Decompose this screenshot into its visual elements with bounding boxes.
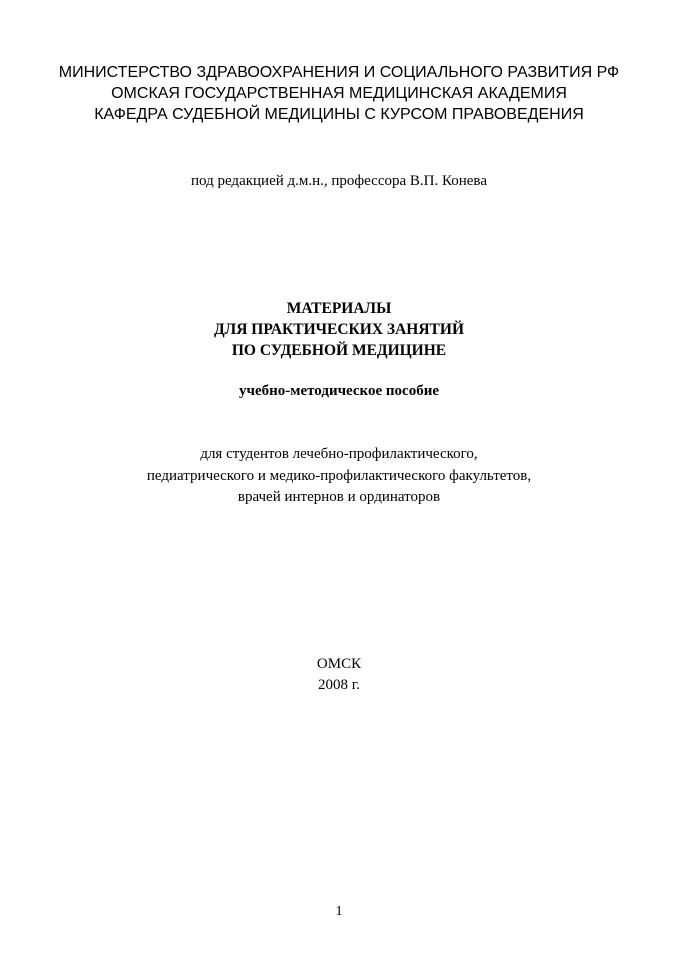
institution-header [0, 62, 678, 125]
target-audience [0, 444, 678, 509]
title-line-1: МАТЕРИАЛЫ [286, 300, 392, 317]
publication-place-year [0, 654, 678, 696]
publication-city: ОМСК [316, 656, 362, 672]
audience-line-1: для студентов лечебно-профилактического, [200, 446, 478, 462]
subtitle-text: учебно-методическое пособие [238, 383, 439, 399]
title-line-3: ПО СУДЕБНОЙ МЕДИЦИНЕ [231, 342, 447, 359]
academy-line: ОМСКАЯ ГОСУДАРСТВЕННАЯ МЕДИЦИНСКАЯ АКАДЕМИЯ [111, 85, 567, 102]
editor-text: под редакцией д.м.н., профессора В.П. Конева [191, 173, 487, 189]
document-subtitle [0, 382, 678, 401]
document-title [0, 298, 678, 361]
page-number-text: 1 [335, 904, 343, 919]
audience-line-3: врачей интернов и ординаторов [237, 489, 441, 505]
publication-year: 2008 г. [318, 677, 360, 693]
department-line: КАФЕДРА СУДЕБНОЙ МЕДИЦИНЫ С КУРСОМ ПРАВОВЕДЕНИЯ [94, 106, 584, 123]
title-line-2: ДЛЯ ПРАКТИЧЕСКИХ ЗАНЯТИЙ [214, 321, 464, 338]
page-number [0, 903, 678, 921]
editor-line [0, 172, 678, 191]
audience-line-2: педиатрического и медико-профилактического факультетов, [146, 467, 532, 484]
ministry-line: МИНИСТЕРСТВО ЗДРАВООХРАНЕНИЯ И СОЦИАЛЬНОГО РАЗВИТИЯ РФ [58, 64, 620, 81]
